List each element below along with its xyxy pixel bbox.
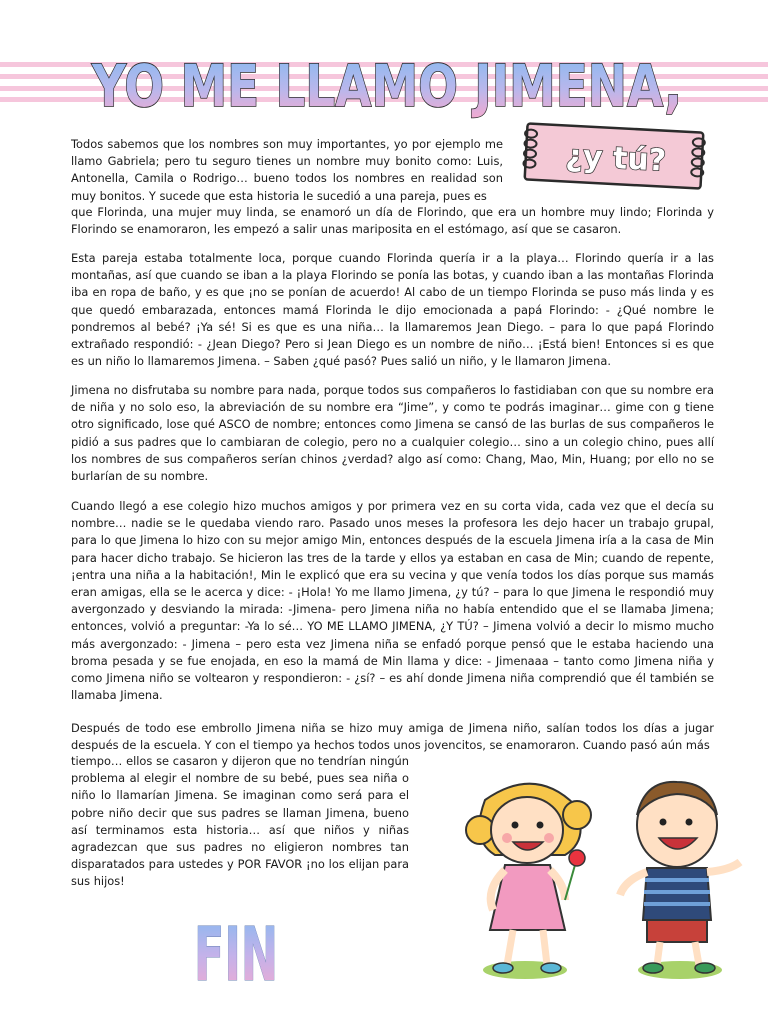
badge-text: ¿y tú? bbox=[564, 138, 667, 179]
fin-label bbox=[192, 910, 282, 998]
story-paragraph-2: Esta pareja estaba totalmente loca, porque cuando Florinda quería ir a la playa… Florindo quería ir a las montañas, así que cuando se iban a la playa Florindo se ponía las botas, y cuando iban a las montañas Florinda iba en ropa de baño, y es que ¡no se ponían de acuerdo! Al cabo de un tiempo Florinda se puso más linda y es que quedó embarazada, entonces mamá Florinda le dijo emocionada a papá Florindo: - ¿Qué nombre le pondremos al bebé? ¡Ya sé! Si es que es una niña… la llamaremos Jean Diego. – para lo que papá Florindo extrañado respondió: - ¿Jean Diego? Pero si Jean Diego es un nombre de niño… ¡Está bien! Entonces si es que es un niño lo llamaremos Jimena. – Saben ¿qué pasó? Pues salió un niño, y le llamaron Jimena. bbox=[71, 251, 714, 369]
story-paragraph-5-continued: tiempo… ellos se casaron y dijeron que no tendrían ningún problema al elegir el nombre de su bebé, pues sea niña o niño lo llamarían Jimena. Se imaginan como será para el pobre niño decir que sus padres se llaman Jimena, bueno así terminamos esta historia… así que niños y niñas agradezcan que sus padres no eligieron nombres tan disparatados para ustedes y POR FAVOR ¡no los elijan para sus hijos! bbox=[71, 754, 409, 889]
boy-figure bbox=[620, 782, 740, 973]
fin-text: FIN bbox=[194, 912, 278, 998]
story-paragraph-3: Jimena no disfrutaba su nombre para nada, porque todos sus compañeros lo fastidiaban con que su nombre era de niña y no solo eso, la abreviación de su nombre era “Jime”, y como te podrás imaginar… gime con g tiene otro significado, lose qué ASCO de nombre; entonces como Jimena se cansó de las burlas de sus compañeros le pidió a sus padres que lo cambiaran de colegio, pero no a cualquier colegio… sino a un colegio chino, pues allí los nombres de sus compañeros serían chinos ¿verdad? algo así como: Chang, Mao, Min, Huang; por ello no se burlarían de su nombre. bbox=[71, 383, 714, 484]
story-paragraph-1-intro: Todos sabemos que los nombres son muy importantes, yo por ejemplo me llamo Gabriela; pero tu seguro tienes un nombre muy bonito como: Luis, Antonella, Camila o Rodrigo… bueno todos los nombres en realidad son muy bonitos. Y sucede que esta historia le sucedió a una pareja, pues es bbox=[71, 137, 503, 203]
page-title bbox=[88, 48, 688, 118]
story-paragraph-4: Cuando llegó a ese colegio hizo muchos amigos y por primera vez en su corta vida, cada vez que el decía su nombre… nadie se le quedaba viendo raro. Pasado unos meses la profesora les dejo hacer un trabajo grupal, para lo que Jimena lo hizo con su mejor amigo Min, entonces después de la escuela Jimena iría a la casa de Min para hacer dicho trabajo. Se hicieron las tres de la tarde y ellos ya estaban en casa de Min; cuando de repente, ¡entra una niña a la habitación!, Min le explicó que era su vecina y que venía todos los días porque sus mamás eran amigas, ella se le acerca y dice: - ¡Hola! Yo me llamo Jimena, ¿y tú? – para lo que Jimena le respondió muy avergonzado y desviando la mirada: -Jimena- pero Jimena niña no había entendido que el se llamaba Jimena; entonces, volvió a preguntar: -Ya lo sé… YO ME LLAMO JIMENA, ¿Y TÚ? – Jimena volvió a decir lo mismo mucho más avergonzado: - Jimena – pero esta vez Jimena niña se enfadó porque pensó que le estaba haciendo una broma pesada y se fue enojada, en eso la mamá de Min llama y dice: - Jimenaaa – tanto como Jimena niña y como Jimena niño se voltearon y respondieron: - ¿sí? – es ahí donde Jimena niña comprendió que él también se llamaba Jimena. bbox=[71, 499, 714, 703]
story-paragraph-1-continued: que Florinda, una mujer muy linda, se enamoró un día de Florindo, que era un hombre muy lindo; Florinda y Florindo se enamoraron, les empezó a salir unas mariposita en el estómago, así que se casaron. bbox=[71, 205, 714, 237]
story-paragraph-5-intro: Después de todo ese embrollo Jimena niña se hizo muy amiga de Jimena niño, salían todos los días a jugar después de la escuela. Y con el tiempo ya hechos todos unos jovencitos, se enamoraron. Cuando pasó aún más bbox=[71, 721, 714, 753]
notebook-badge bbox=[520, 122, 708, 190]
girl-figure bbox=[466, 784, 591, 973]
title-text: YO ME LLAMO JIMENA, bbox=[91, 52, 683, 120]
children-illustration bbox=[415, 770, 755, 985]
